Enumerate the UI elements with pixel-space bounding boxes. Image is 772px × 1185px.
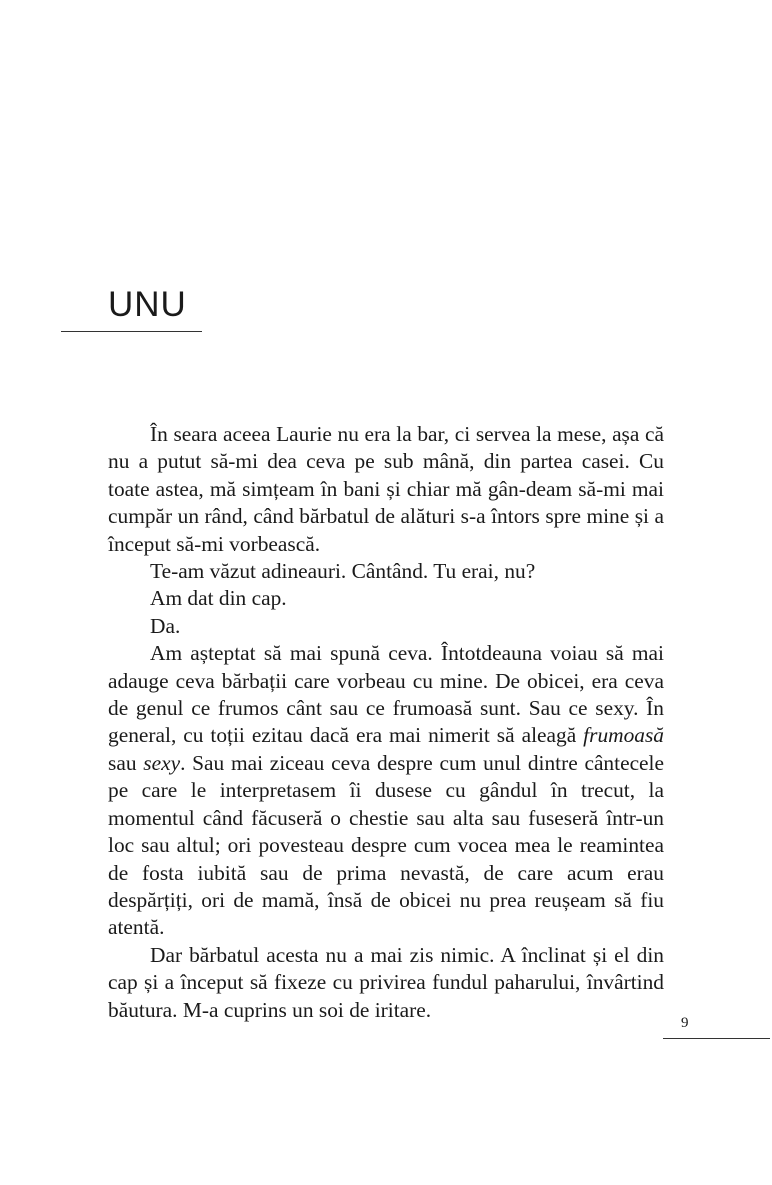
paragraph-text: Dar bărbatul acesta nu a mai zis nimic. A înclinat și el din cap și a început să fixeze cu privirea fundul paharului, învârtind băutura. M-a cuprins un soi de iritare. xyxy=(108,942,664,1022)
paragraph-text: . Sau mai ziceau ceva despre cum unul dintre cântecele pe care le interpretasem îi dusese cu gândul în trecut, la momentul când făcuseră o chestie sau alta sau fuseseră într-un loc sau altul; ori povesteau despre cum vocea mea le reamintea de fosta iubită sau de prima nevastă, de care acum erau despărțiți, ori de mamă, însă de obicei nu prea reușeam să fiu atentă. xyxy=(108,750,664,940)
chapter-title: UNU xyxy=(108,285,187,324)
paragraph xyxy=(108,421,664,558)
paragraph xyxy=(108,942,664,1024)
paragraph-text: Te-am văzut adineauri. Cântând. Tu erai, nu? xyxy=(150,559,536,584)
italic-word: sexy xyxy=(143,750,181,775)
italic-word: frumoasă xyxy=(583,723,664,748)
paragraph-text: Da. xyxy=(150,613,181,638)
body-text xyxy=(108,421,664,1024)
paragraph-text: sau xyxy=(108,750,144,775)
paragraph xyxy=(108,558,664,585)
paragraph xyxy=(108,585,664,612)
page-number: 9 xyxy=(681,1015,689,1031)
chapter-title-rule xyxy=(61,331,202,332)
paragraph xyxy=(108,640,664,941)
paragraph xyxy=(108,613,664,640)
paragraph-text: În seara aceea Laurie nu era la bar, ci servea la mese, așa că nu a putut să-mi dea ceva pe sub mână, din partea casei. Cu toate astea, mă simțeam în bani și chiar mă gân-deam să-mi mai cumpăr un rând, când bărbatul de alături s-a întors spre mine și a început să-mi vorbească. xyxy=(108,422,664,556)
paragraph-text: Am dat din cap. xyxy=(150,586,287,611)
page-number-rule xyxy=(663,1038,770,1039)
paragraph-text: Am așteptat să mai spună ceva. Întotdeauna voiau să mai adauge ceva bărbații care vorbeau cu mine. De obicei, era ceva de genul ce frumos cânt sau ce frumoasă sunt. Sau ce sexy. În general, cu toții ezitau dacă era mai nimerit să aleagă xyxy=(108,641,664,748)
